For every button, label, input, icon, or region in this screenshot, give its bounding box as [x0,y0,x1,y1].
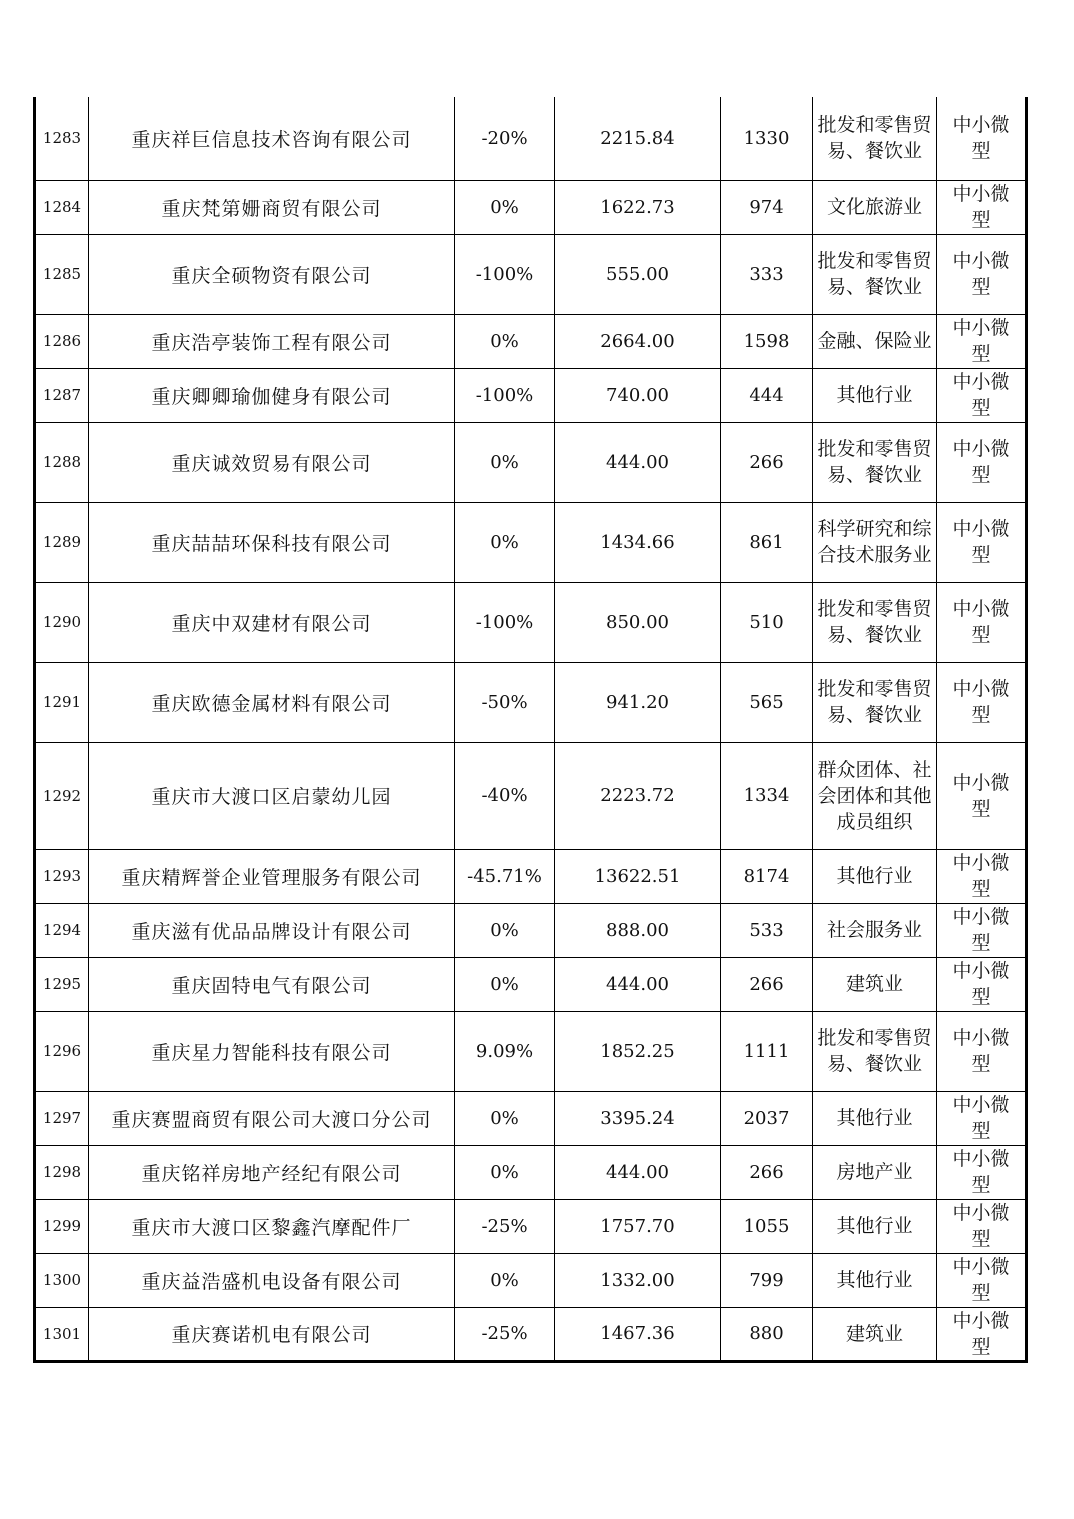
table-row [35,422,1027,502]
company-name-cell: 重庆中双建材有限公司 [89,582,455,662]
enterprise-size-cell [937,1307,1027,1361]
industry-text: 社会服务业 [826,919,922,941]
amount-cell: 2664.00 [555,314,721,368]
amount-cell: 941.20 [555,662,721,742]
enterprise-size-cell [937,903,1027,957]
enterprise-size-cell [937,957,1027,1011]
industry-cell [813,1307,937,1361]
change-rate-cell: 0% [455,502,555,582]
change-rate-cell: -45.71% [455,849,555,903]
count-cell: 799 [721,1253,813,1307]
table-row [35,1145,1027,1199]
industry-cell [813,662,937,742]
count-cell: 266 [721,957,813,1011]
enterprise-size-text: 中小微型 [952,678,1010,726]
industry-text: 批发和零售贸易、餐饮业 [817,438,932,486]
company-name-cell: 重庆市大渡口区启蒙幼儿园 [89,742,455,849]
enterprise-size-cell [937,742,1027,849]
enterprise-size-text: 中小微型 [952,906,1010,954]
table-row [35,502,1027,582]
count-cell: 861 [721,502,813,582]
industry-text: 其他行业 [836,1215,913,1237]
amount-cell: 1332.00 [555,1253,721,1307]
amount-cell: 1467.36 [555,1307,721,1361]
enterprise-size-text: 中小微型 [952,1027,1010,1075]
amount-cell: 740.00 [555,368,721,422]
amount-cell: 444.00 [555,422,721,502]
company-name-cell: 重庆赛诺机电有限公司 [89,1307,455,1361]
industry-cell [813,502,937,582]
amount-cell: 888.00 [555,903,721,957]
enterprise-size-cell [937,582,1027,662]
table-row [35,1091,1027,1145]
enterprise-table [33,97,1028,1363]
amount-cell: 2215.84 [555,97,721,180]
row-number-cell: 1284 [35,180,89,234]
count-cell: 533 [721,903,813,957]
count-cell: 266 [721,422,813,502]
industry-cell [813,422,937,502]
enterprise-size-cell [937,1199,1027,1253]
industry-text: 其他行业 [836,1269,913,1291]
row-number-cell: 1285 [35,234,89,314]
industry-text: 科学研究和综合技术服务业 [817,518,932,566]
change-rate-cell: -100% [455,368,555,422]
change-rate-cell: -25% [455,1199,555,1253]
amount-cell: 13622.51 [555,849,721,903]
change-rate-cell: 0% [455,903,555,957]
enterprise-size-cell [937,234,1027,314]
industry-cell [813,1011,937,1091]
industry-cell [813,1145,937,1199]
row-number-cell: 1286 [35,314,89,368]
industry-text: 批发和零售贸易、餐饮业 [817,250,932,298]
count-cell: 1055 [721,1199,813,1253]
row-number-cell: 1293 [35,849,89,903]
count-cell: 2037 [721,1091,813,1145]
row-number-cell: 1290 [35,582,89,662]
count-cell: 565 [721,662,813,742]
industry-cell [813,1091,937,1145]
change-rate-cell: 0% [455,1145,555,1199]
amount-cell: 444.00 [555,1145,721,1199]
table-row [35,97,1027,180]
industry-text: 房地产业 [836,1161,913,1183]
change-rate-cell: 0% [455,314,555,368]
industry-cell [813,180,937,234]
enterprise-size-text: 中小微型 [952,183,1010,231]
change-rate-cell: 9.09% [455,1011,555,1091]
change-rate-cell: 0% [455,422,555,502]
enterprise-size-text: 中小微型 [952,438,1010,486]
change-rate-cell: -20% [455,97,555,180]
enterprise-size-text: 中小微型 [952,1309,1010,1358]
row-number-cell: 1299 [35,1199,89,1253]
enterprise-size-cell [937,502,1027,582]
industry-text: 文化旅游业 [826,196,922,218]
industry-cell [813,849,937,903]
row-number-cell: 1298 [35,1145,89,1199]
industry-cell [813,1199,937,1253]
amount-cell: 1622.73 [555,180,721,234]
count-cell: 444 [721,368,813,422]
industry-cell [813,957,937,1011]
enterprise-size-text: 中小微型 [952,771,1010,820]
table-row [35,1199,1027,1253]
row-number-cell: 1287 [35,368,89,422]
industry-text: 批发和零售贸易、餐饮业 [817,678,932,726]
enterprise-size-text: 中小微型 [952,1094,1010,1142]
industry-cell [813,234,937,314]
change-rate-cell: 0% [455,180,555,234]
table-row [35,234,1027,314]
company-name-cell: 重庆喆喆环保科技有限公司 [89,502,455,582]
row-number-cell: 1295 [35,957,89,1011]
company-name-cell: 重庆赛盟商贸有限公司大渡口分公司 [89,1091,455,1145]
amount-cell: 1852.25 [555,1011,721,1091]
table-row [35,368,1027,422]
count-cell: 8174 [721,849,813,903]
enterprise-size-cell [937,314,1027,368]
enterprise-size-text: 中小微型 [952,852,1010,900]
company-name-cell: 重庆祥巨信息技术咨询有限公司 [89,97,455,180]
table-row [35,849,1027,903]
count-cell: 1111 [721,1011,813,1091]
company-name-cell: 重庆滋有优品品牌设计有限公司 [89,903,455,957]
industry-cell [813,314,937,368]
company-name-cell: 重庆欧德金属材料有限公司 [89,662,455,742]
table-body [35,97,1027,1361]
company-name-cell: 重庆益浩盛机电设备有限公司 [89,1253,455,1307]
company-name-cell: 重庆铭祥房地产经纪有限公司 [89,1145,455,1199]
company-name-cell: 重庆卿卿瑜伽健身有限公司 [89,368,455,422]
enterprise-size-text: 中小微型 [952,317,1010,365]
row-number-cell: 1294 [35,903,89,957]
change-rate-cell: 0% [455,1091,555,1145]
industry-text: 批发和零售贸易、餐饮业 [817,114,932,163]
table-row [35,662,1027,742]
count-cell: 1334 [721,742,813,849]
enterprise-size-text: 中小微型 [952,250,1010,298]
industry-cell [813,97,937,180]
count-cell: 1330 [721,97,813,180]
change-rate-cell: 0% [455,1253,555,1307]
amount-cell: 2223.72 [555,742,721,849]
count-cell: 974 [721,180,813,234]
change-rate-cell: 0% [455,957,555,1011]
enterprise-size-text: 中小微型 [952,960,1010,1008]
enterprise-size-text: 中小微型 [952,114,1010,163]
table-row [35,314,1027,368]
industry-cell [813,903,937,957]
enterprise-size-text: 中小微型 [952,518,1010,566]
company-name-cell: 重庆固特电气有限公司 [89,957,455,1011]
enterprise-size-cell [937,1145,1027,1199]
row-number-cell: 1288 [35,422,89,502]
enterprise-size-text: 中小微型 [952,1256,1010,1304]
company-name-cell: 重庆全硕物资有限公司 [89,234,455,314]
table-row [35,957,1027,1011]
enterprise-size-cell [937,368,1027,422]
industry-text: 群众团体、社会团体和其他成员组织 [817,758,932,833]
count-cell: 266 [721,1145,813,1199]
industry-text: 批发和零售贸易、餐饮业 [817,1027,932,1075]
change-rate-cell: -50% [455,662,555,742]
amount-cell: 444.00 [555,957,721,1011]
amount-cell: 1757.70 [555,1199,721,1253]
enterprise-size-cell [937,97,1027,180]
row-number-cell: 1283 [35,97,89,180]
change-rate-cell: -100% [455,582,555,662]
industry-text: 其他行业 [836,1107,913,1129]
enterprise-size-text: 中小微型 [952,371,1010,419]
row-number-cell: 1300 [35,1253,89,1307]
enterprise-size-cell [937,662,1027,742]
amount-cell: 555.00 [555,234,721,314]
industry-text: 建筑业 [845,973,903,995]
enterprise-size-cell [937,849,1027,903]
row-number-cell: 1301 [35,1307,89,1361]
industry-text: 金融、保险业 [817,330,932,352]
industry-text: 批发和零售贸易、餐饮业 [817,598,932,646]
industry-text: 其他行业 [836,384,913,406]
count-cell: 1598 [721,314,813,368]
industry-text: 建筑业 [845,1322,903,1345]
table-row [35,180,1027,234]
table-row [35,1307,1027,1361]
industry-cell [813,368,937,422]
enterprise-size-cell [937,1091,1027,1145]
amount-cell: 3395.24 [555,1091,721,1145]
row-number-cell: 1292 [35,742,89,849]
table-row [35,742,1027,849]
enterprise-size-cell [937,1011,1027,1091]
count-cell: 333 [721,234,813,314]
table-row [35,903,1027,957]
row-number-cell: 1297 [35,1091,89,1145]
amount-cell: 1434.66 [555,502,721,582]
row-number-cell: 1291 [35,662,89,742]
company-name-cell: 重庆星力智能科技有限公司 [89,1011,455,1091]
industry-cell [813,742,937,849]
enterprise-size-cell [937,180,1027,234]
enterprise-size-cell [937,1253,1027,1307]
change-rate-cell: -100% [455,234,555,314]
industry-text: 其他行业 [836,865,913,887]
enterprise-size-text: 中小微型 [952,1148,1010,1196]
company-name-cell: 重庆精辉誉企业管理服务有限公司 [89,849,455,903]
count-cell: 510 [721,582,813,662]
enterprise-size-text: 中小微型 [952,598,1010,646]
enterprise-size-text: 中小微型 [952,1202,1010,1250]
table-row [35,1011,1027,1091]
industry-cell [813,1253,937,1307]
change-rate-cell: -40% [455,742,555,849]
table-row [35,582,1027,662]
row-number-cell: 1296 [35,1011,89,1091]
company-name-cell: 重庆浩亭装饰工程有限公司 [89,314,455,368]
company-name-cell: 重庆市大渡口区黎鑫汽摩配件厂 [89,1199,455,1253]
industry-cell [813,582,937,662]
table-row [35,1253,1027,1307]
count-cell: 880 [721,1307,813,1361]
company-name-cell: 重庆诚效贸易有限公司 [89,422,455,502]
row-number-cell: 1289 [35,502,89,582]
company-name-cell: 重庆梵第姗商贸有限公司 [89,180,455,234]
change-rate-cell: -25% [455,1307,555,1361]
amount-cell: 850.00 [555,582,721,662]
enterprise-size-cell [937,422,1027,502]
